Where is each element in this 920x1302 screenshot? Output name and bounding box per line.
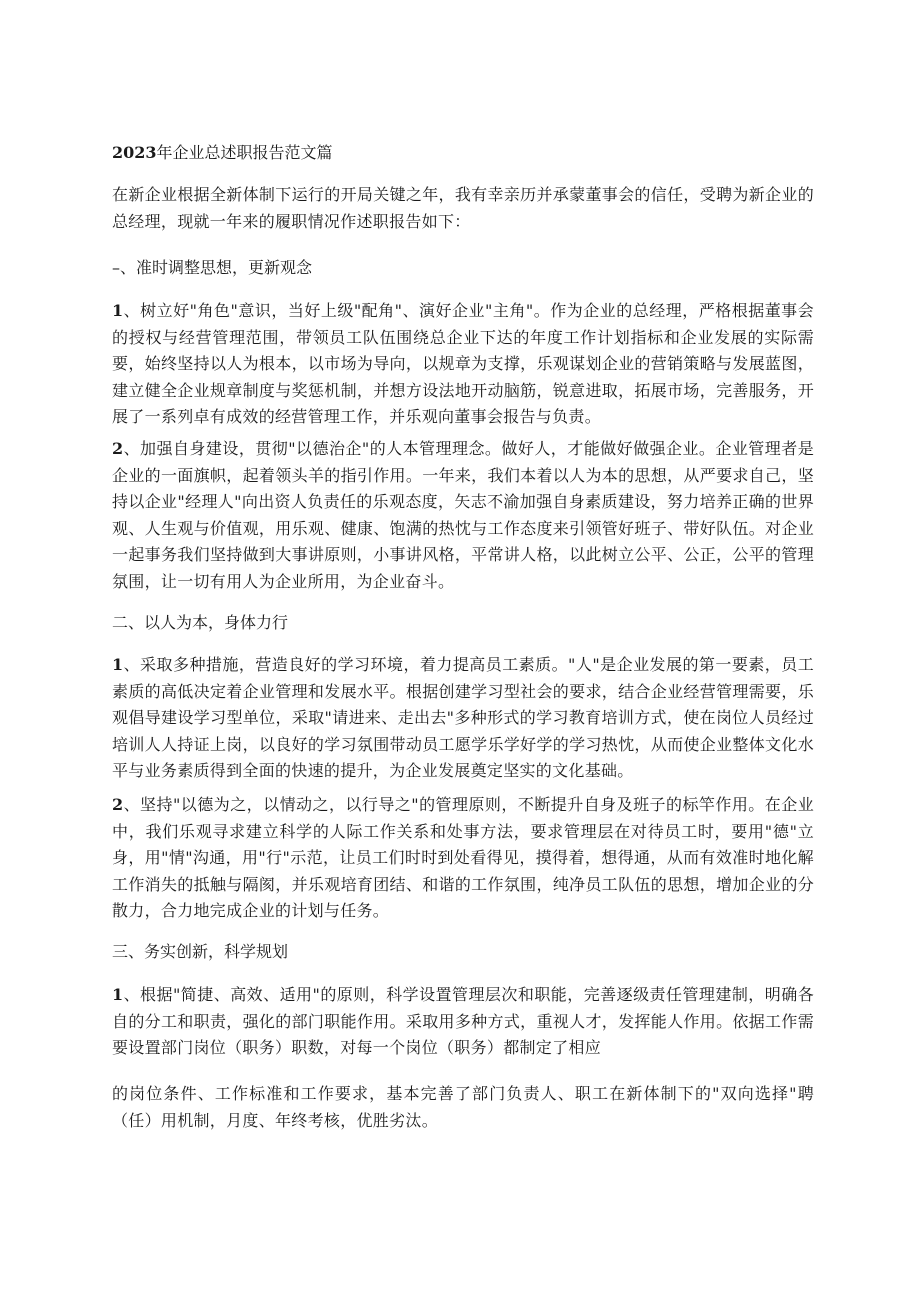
document-title — [112, 141, 812, 165]
paragraph-text: 、加强自身建设，贯彻"以德治企"的人本管理理念。做好人，才能做好做强企业。企业管理者是企业的一面旗帜，起着领头羊的指引作用。一年来，我们本着以人为本的思想，从严要求自己，坚持以企业"经理人"向出资人负责任的乐观态度，矢志不渝加强自身素质建设，努力培养正确的世界观、人生观与价值观，用乐观、健康、饱满的热忱与工作态度来引领管好班子、带好队伍。对企业一起事务我们坚持做到大事讲原则，小事讲风格，平常讲人格，以此树立公平、公正，公平的管理氛围，让一切有用人为企业所用，为企业奋斗。 — [112, 439, 814, 591]
title-year: 2023 — [112, 143, 157, 162]
paragraph-number: 1 — [112, 301, 124, 320]
title-text: 年企业总述职报告范文篇 — [156, 143, 333, 162]
section-1-heading: –、准时调整思想，更新观念 — [112, 258, 313, 277]
paragraph-text: 、坚持"以德为之，以情动之，以行导之"的管理原则，不断提升自身及班子的标竿作用。在企业中，我们乐观寻求建立科学的人际工作关系和处事方法，要求管理层在对待员工时，要用"德"立身，用"情"沟通，用"行"示范，让员工们时时到处看得见，摸得着，想得通，从而有效准时地化解工作消失的抵触与隔阂，并乐观培育团结、和谐的工作氛围，纯净员工队伍的思想，增加企业的分散力，合力地完成企业的计划与任务。 — [112, 795, 814, 921]
paragraph-text: 、采取多种措施，营造良好的学习环境，着力提高员工素质。"人"是企业发展的第一要素，员工素质的高低决定着企业管理和发展水平。根据创建学习型社会的要求，结合企业经营管理需要，乐观倡导建设学习型单位，采取"请进来、走出去"多种形式的学习教育培训方式，使在岗位人员经过培训人人持证上岗，以良好的学习氛围带动员工愿学乐学好学的学习热忱，从而使企业整体文化水平与业务素质得到全面的快速的提升，为企业发展奠定坚实的文化基础。 — [112, 655, 814, 781]
section-2-paragraph-2 — [112, 792, 814, 925]
section-2-heading: 二、以人为本，身体力行 — [112, 613, 289, 632]
intro-paragraph: 在新企业根据全新体制下运行的开局关键之年，我有幸亲历并承蒙董事会的信任，受聘为新企业的总经理，现就一年来的履职情况作述职报告如下： — [112, 185, 814, 231]
paragraph-number: 2 — [112, 439, 124, 458]
section-2-paragraph-1 — [112, 652, 814, 785]
section-3-heading: 三、务实创新，科学规划 — [112, 942, 289, 961]
section-3-paragraph-1 — [112, 982, 814, 1062]
section-1-paragraph-1 — [112, 298, 814, 431]
section-3-paragraph-1-continued: 的岗位条件、工作标准和工作要求，基本完善了部门负责人、职工在新体制下的"双向选择"聘（任）用机制，月度、年终考核，优胜劣汰。 — [112, 1084, 814, 1130]
section-1-paragraph-2 — [112, 436, 814, 596]
paragraph-text: 、根据"简捷、高效、适用"的原则，科学设置管理层次和职能，完善逐级责任管理建制，明确各自的分工和职责，强化的部门职能作用。采取用多种方式，重视人才，发挥能人作用。依据工作需要设置部门岗位（职务）职数，对每一个岗位（职务）都制定了相应 — [112, 985, 814, 1058]
paragraph-number: 2 — [112, 795, 124, 814]
paragraph-number: 1 — [112, 655, 124, 674]
paragraph-number: 1 — [112, 985, 124, 1004]
paragraph-text: 、树立好"角色"意识，当好上级"配角"、演好企业"主角"。作为企业的总经理，严格根据董事会的授权与经营管理范围，带领员工队伍围绕总企业下达的年度工作计划指标和企业发展的实际需要，始终坚持以人为根本，以市场为导向，以规章为支撑，乐观谋划企业的营销策略与发展蓝图，建立健全企业规章制度与奖惩机制，并想方设法地开动脑筋，锐意进取，拓展市场，完善服务，开展了一系列卓有成效的经营管理工作，并乐观向董事会报告与负责。 — [112, 301, 814, 427]
